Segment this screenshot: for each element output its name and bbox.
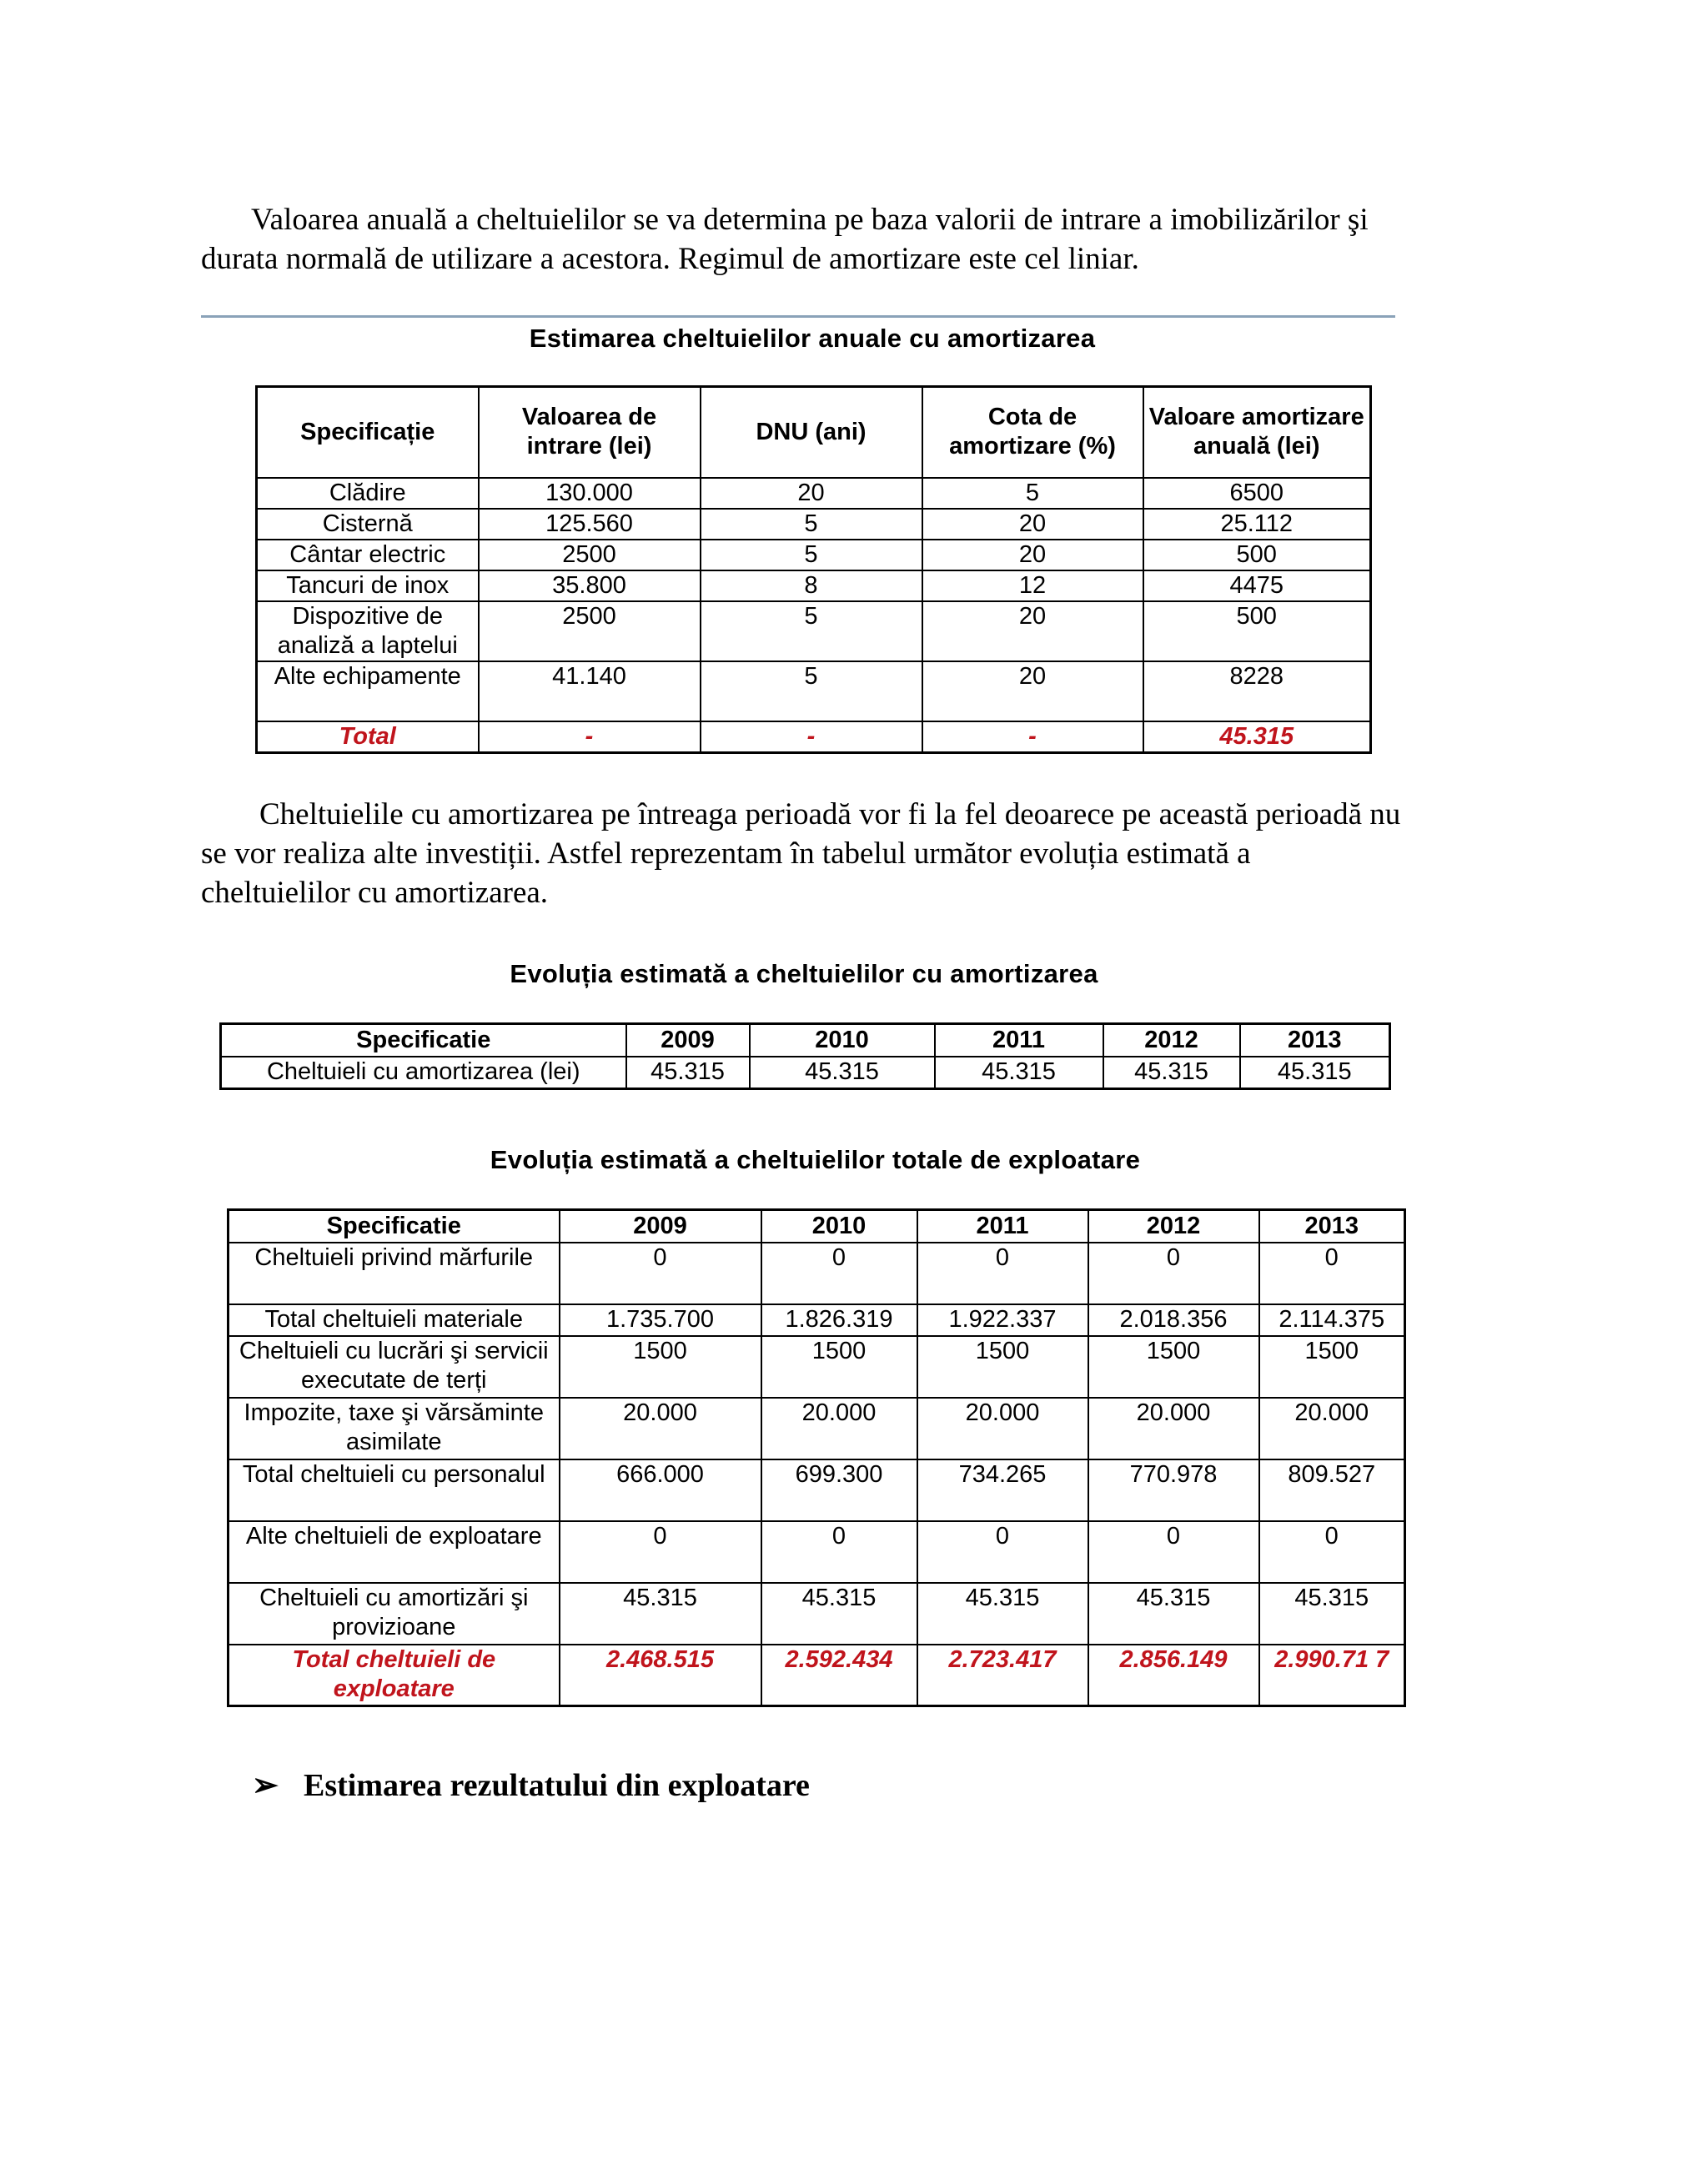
middle-line-2: se vor realiza alte investiții. Astfel reprezentam în tabelul următor evoluția estimată a (201, 836, 1251, 871)
table-cell: 45.315 (917, 1583, 1088, 1645)
table3-title: Evoluția estimată a cheltuielilor totale de exploatare (490, 1145, 1141, 1174)
intro-line-1: Valoarea anuală a cheltuielilor se va determina pe baza valorii de intrare a imobilizărilor şi (251, 203, 1369, 237)
table-cell: 2.468.515 (560, 1645, 761, 1706)
table-cell: Total cheltuieli materiale (229, 1304, 560, 1336)
table-cell: Cisternă (257, 509, 479, 540)
table-cell: 45.315 (935, 1057, 1103, 1089)
table-cell: 809.527 (1259, 1459, 1405, 1521)
table2-header-cell: 2012 (1103, 1024, 1240, 1057)
table1-header-cell: Valoarea de intrare (lei) (479, 387, 701, 478)
table-cell: 2500 (479, 540, 701, 570)
table2-header-cell: 2010 (750, 1024, 935, 1057)
table-cell: Total cheltuieli de exploatare (229, 1645, 560, 1706)
table-row (257, 570, 1371, 601)
table-cell: Cheltuieli cu amortizări şi provizioane (229, 1583, 560, 1645)
section-heading (252, 1766, 810, 1806)
table-row (229, 1521, 1405, 1583)
table-cell: 770.978 (1088, 1459, 1259, 1521)
table-row (229, 1459, 1405, 1521)
table-cell: Total cheltuieli cu personalul (229, 1459, 560, 1521)
table-cell: 45.315 (761, 1583, 917, 1645)
table-cell: 20.000 (1088, 1398, 1259, 1459)
table3-header-row (229, 1210, 1405, 1243)
table-cell: 666.000 (560, 1459, 761, 1521)
table-cell: 20 (701, 478, 922, 509)
depreciation-evolution-table (219, 1022, 1391, 1090)
table-cell: Cheltuieli cu amortizarea (lei) (221, 1057, 626, 1089)
table-cell: 0 (761, 1243, 917, 1304)
table-row (221, 1057, 1390, 1089)
table-cell: 1.826.319 (761, 1304, 917, 1336)
table-cell: 0 (761, 1521, 917, 1583)
table3-header-cell: 2009 (560, 1210, 761, 1243)
intro-paragraph (201, 200, 1519, 279)
table-cell: 1500 (1088, 1336, 1259, 1398)
table-cell: 0 (1259, 1521, 1405, 1583)
table2-header-cell: 2013 (1240, 1024, 1390, 1057)
table-cell: 0 (1259, 1243, 1405, 1304)
table-cell: 8228 (1143, 661, 1371, 721)
table-cell: 20.000 (761, 1398, 917, 1459)
table-row (257, 478, 1371, 509)
depreciation-estimate-table (255, 385, 1372, 754)
table2-title: Evoluția estimată a cheltuielilor cu amortizarea (510, 959, 1098, 988)
table-cell: 1.735.700 (560, 1304, 761, 1336)
table1-header-cell: Cota de amortizare (%) (922, 387, 1143, 478)
table-cell: 20.000 (917, 1398, 1088, 1459)
table-cell: 4475 (1143, 570, 1371, 601)
table-row (257, 540, 1371, 570)
table-cell: 5 (701, 601, 922, 661)
table-cell: 45.315 (1240, 1057, 1390, 1089)
table-cell: 2.856.149 (1088, 1645, 1259, 1706)
table-cell: 25.112 (1143, 509, 1371, 540)
table-cell: - (701, 721, 922, 753)
table-row (229, 1583, 1405, 1645)
table-cell: 1500 (761, 1336, 917, 1398)
table-cell: Cântar electric (257, 540, 479, 570)
table-cell: 0 (560, 1521, 761, 1583)
table-row (257, 509, 1371, 540)
table2-header-cell: 2009 (626, 1024, 750, 1057)
table1-total-row (257, 721, 1371, 753)
table-cell: 20.000 (1259, 1398, 1405, 1459)
operating-expenses-table (227, 1208, 1406, 1707)
table-cell: 5 (701, 509, 922, 540)
table1-header-row (257, 387, 1371, 478)
table-cell: 699.300 (761, 1459, 917, 1521)
table-cell: Total (257, 721, 479, 753)
table2-header-cell: Specificatie (221, 1024, 626, 1057)
table-cell: 125.560 (479, 509, 701, 540)
table-cell: 12 (922, 570, 1143, 601)
table1-header-cell: Valoare amortizare anuală (lei) (1143, 387, 1371, 478)
table-cell: - (479, 721, 701, 753)
table-cell: 35.800 (479, 570, 701, 601)
table-cell: 2.990.71 7 (1259, 1645, 1405, 1706)
table-cell: 1.922.337 (917, 1304, 1088, 1336)
table-cell: 2.592.434 (761, 1645, 917, 1706)
table-cell: 41.140 (479, 661, 701, 721)
table-cell: Tancuri de inox (257, 570, 479, 601)
table2-header-cell: 2011 (935, 1024, 1103, 1057)
table-cell: 5 (922, 478, 1143, 509)
table-cell: 5 (701, 661, 922, 721)
table-row (229, 1398, 1405, 1459)
table-cell: 20.000 (560, 1398, 761, 1459)
table-cell: 5 (701, 540, 922, 570)
table-cell: 45.315 (1088, 1583, 1259, 1645)
table1-title: Estimarea cheltuielilor anuale cu amortizarea (529, 324, 1096, 353)
table-cell: 20 (922, 601, 1143, 661)
table3-total-row (229, 1645, 1405, 1706)
table-cell: Cheltuieli privind mărfurile (229, 1243, 560, 1304)
table-cell: 734.265 (917, 1459, 1088, 1521)
table3-header-cell: Specificatie (229, 1210, 560, 1243)
table-cell: 130.000 (479, 478, 701, 509)
table-row (257, 601, 1371, 661)
intro-line-2: durata normală de utilizare a acestora. Regimul de amortizare este cel liniar. (201, 242, 1139, 276)
table-cell: 45.315 (1259, 1583, 1405, 1645)
table-row (257, 661, 1371, 721)
table-cell: 8 (701, 570, 922, 601)
table-cell: 45.315 (1103, 1057, 1240, 1089)
table-cell: 1500 (917, 1336, 1088, 1398)
table-cell: 45.315 (560, 1583, 761, 1645)
table-cell: - (922, 721, 1143, 753)
table3-header-cell: 2011 (917, 1210, 1088, 1243)
table1-header-cell: DNU (ani) (701, 387, 922, 478)
table-cell: Cheltuieli cu lucrări şi servicii executate de terți (229, 1336, 560, 1398)
middle-line-1: Cheltuielile cu amortizarea pe întreaga perioadă vor fi la fel deoarece pe această perioadă nu (259, 797, 1401, 831)
table-cell: 0 (1088, 1243, 1259, 1304)
table-cell: Alte echipamente (257, 661, 479, 721)
table-cell: 2.723.417 (917, 1645, 1088, 1706)
table-cell: 0 (1088, 1521, 1259, 1583)
table-cell: 2500 (479, 601, 701, 661)
table-cell: 45.315 (626, 1057, 750, 1089)
table-cell: 500 (1143, 601, 1371, 661)
table-cell: 45.315 (1143, 721, 1371, 753)
table-cell: 0 (917, 1521, 1088, 1583)
table-cell: 6500 (1143, 478, 1371, 509)
table-row (229, 1304, 1405, 1336)
arrow-bullet-icon: ➢ (252, 1768, 279, 1803)
table-cell: 1500 (1259, 1336, 1405, 1398)
table3-header-cell: 2013 (1259, 1210, 1405, 1243)
table-row (229, 1243, 1405, 1304)
table-cell: 1500 (560, 1336, 761, 1398)
table-cell: 0 (917, 1243, 1088, 1304)
table-cell: 20 (922, 509, 1143, 540)
table3-header-cell: 2012 (1088, 1210, 1259, 1243)
table-cell: 20 (922, 661, 1143, 721)
table-cell: 2.018.356 (1088, 1304, 1259, 1336)
middle-line-3: cheltuielilor cu amortizarea. (201, 876, 549, 910)
table-cell: Alte cheltuieli de exploatare (229, 1521, 560, 1583)
section-heading-text: Estimarea rezultatului din exploatare (304, 1768, 810, 1803)
table-cell: 2.114.375 (1259, 1304, 1405, 1336)
section-divider (201, 315, 1395, 318)
table-cell: 45.315 (750, 1057, 935, 1089)
table-cell: 500 (1143, 540, 1371, 570)
table-cell: Dispozitive de analiză a laptelui (257, 601, 479, 661)
table-cell: 0 (560, 1243, 761, 1304)
table2-header-row (221, 1024, 1390, 1057)
middle-paragraph (201, 795, 1535, 912)
table-cell: Clădire (257, 478, 479, 509)
table-cell: Impozite, taxe şi vărsăminte asimilate (229, 1398, 560, 1459)
table-cell: 20 (922, 540, 1143, 570)
table1-header-cell: Specificație (257, 387, 479, 478)
table3-header-cell: 2010 (761, 1210, 917, 1243)
table-row (229, 1336, 1405, 1398)
